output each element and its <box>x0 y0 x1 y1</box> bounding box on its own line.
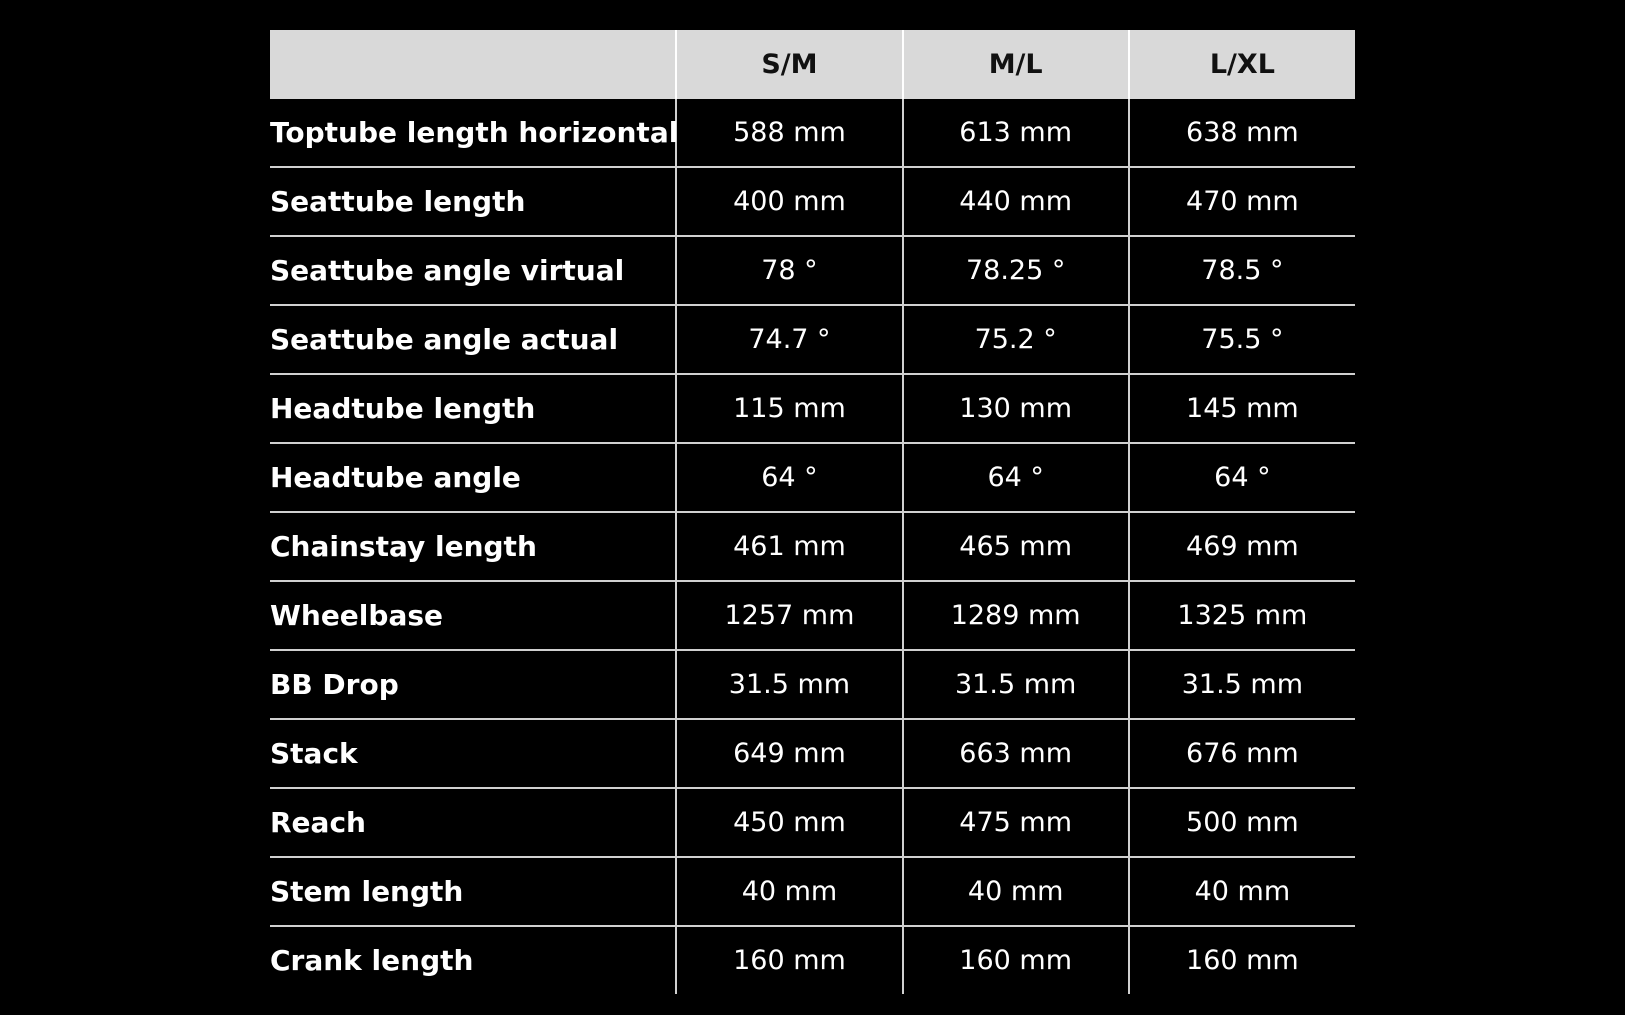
row-value-ml: 663 mm <box>903 719 1129 788</box>
row-value-lxl: 500 mm <box>1129 788 1355 857</box>
row-value-ml: 465 mm <box>903 512 1129 581</box>
row-value-ml: 75.2 ° <box>903 305 1129 374</box>
row-value-lxl: 160 mm <box>1129 926 1355 994</box>
row-value-lxl: 469 mm <box>1129 512 1355 581</box>
row-label: Wheelbase <box>270 581 676 650</box>
row-value-sm: 78 ° <box>676 236 902 305</box>
row-label: Headtube angle <box>270 443 676 512</box>
row-value-ml: 613 mm <box>903 99 1129 167</box>
row-label: Chainstay length <box>270 512 676 581</box>
row-value-sm: 40 mm <box>676 857 902 926</box>
table-row <box>270 926 1355 994</box>
table-row <box>270 374 1355 443</box>
header-row <box>270 30 1355 99</box>
table-row <box>270 305 1355 374</box>
header-cell-ml: M/L <box>903 30 1129 99</box>
row-value-ml: 78.25 ° <box>903 236 1129 305</box>
row-value-lxl: 145 mm <box>1129 374 1355 443</box>
row-value-sm: 461 mm <box>676 512 902 581</box>
row-value-sm: 64 ° <box>676 443 902 512</box>
row-value-ml: 31.5 mm <box>903 650 1129 719</box>
row-label: Crank length <box>270 944 474 977</box>
row-value-ml: 475 mm <box>903 788 1129 857</box>
table-header <box>270 30 1355 99</box>
row-value-sm: 115 mm <box>676 374 902 443</box>
row-value-lxl: 78.5 ° <box>1129 236 1355 305</box>
row-value-ml: 130 mm <box>903 374 1129 443</box>
row-value-lxl: 470 mm <box>1129 167 1355 236</box>
table-body <box>270 99 1355 994</box>
row-value-lxl: 40 mm <box>1129 857 1355 926</box>
row-value-sm: 400 mm <box>676 167 902 236</box>
row-value-sm: 649 mm <box>676 719 902 788</box>
row-label: BB Drop <box>270 650 676 719</box>
header-cell-empty <box>270 30 676 99</box>
row-value-ml: 160 mm <box>903 926 1129 994</box>
row-label: Seattube angle virtual <box>270 236 676 305</box>
row-value-sm: 1257 mm <box>676 581 902 650</box>
row-label: Seattube length <box>270 167 676 236</box>
table-row <box>270 788 1355 857</box>
row-value-sm: 74.7 ° <box>676 305 902 374</box>
row-value-ml: 40 mm <box>903 857 1129 926</box>
row-value-sm: 588 mm <box>676 99 902 167</box>
row-label: Headtube length <box>270 374 676 443</box>
row-label: Stack <box>270 719 676 788</box>
row-value-lxl: 1325 mm <box>1129 581 1355 650</box>
row-label: Stem length <box>270 857 676 926</box>
row-value-ml: 440 mm <box>903 167 1129 236</box>
table-row <box>270 650 1355 719</box>
header-cell-sm: S/M <box>676 30 902 99</box>
row-value-ml: 1289 mm <box>903 581 1129 650</box>
row-value-sm: 450 mm <box>676 788 902 857</box>
table-row <box>270 581 1355 650</box>
table-row <box>270 719 1355 788</box>
row-value-lxl: 64 ° <box>1129 443 1355 512</box>
row-value-lxl: 638 mm <box>1129 99 1355 167</box>
row-label: Toptube length horizontal <box>270 99 676 167</box>
row-label: Reach <box>270 788 676 857</box>
row-label: Seattube angle actual <box>270 305 676 374</box>
row-value-lxl: 676 mm <box>1129 719 1355 788</box>
row-value-lxl: 75.5 ° <box>1129 305 1355 374</box>
table-row <box>270 857 1355 926</box>
table-row <box>270 236 1355 305</box>
row-value-sm: 31.5 mm <box>676 650 902 719</box>
row-value-ml: 64 ° <box>903 443 1129 512</box>
table-row <box>270 512 1355 581</box>
table-row <box>270 443 1355 512</box>
row-value-sm: 160 mm <box>676 926 902 994</box>
header-cell-lxl: L/XL <box>1129 30 1355 99</box>
table-row <box>270 167 1355 236</box>
table-row <box>270 99 1355 167</box>
geometry-table <box>270 30 1355 994</box>
row-value-lxl: 31.5 mm <box>1129 650 1355 719</box>
